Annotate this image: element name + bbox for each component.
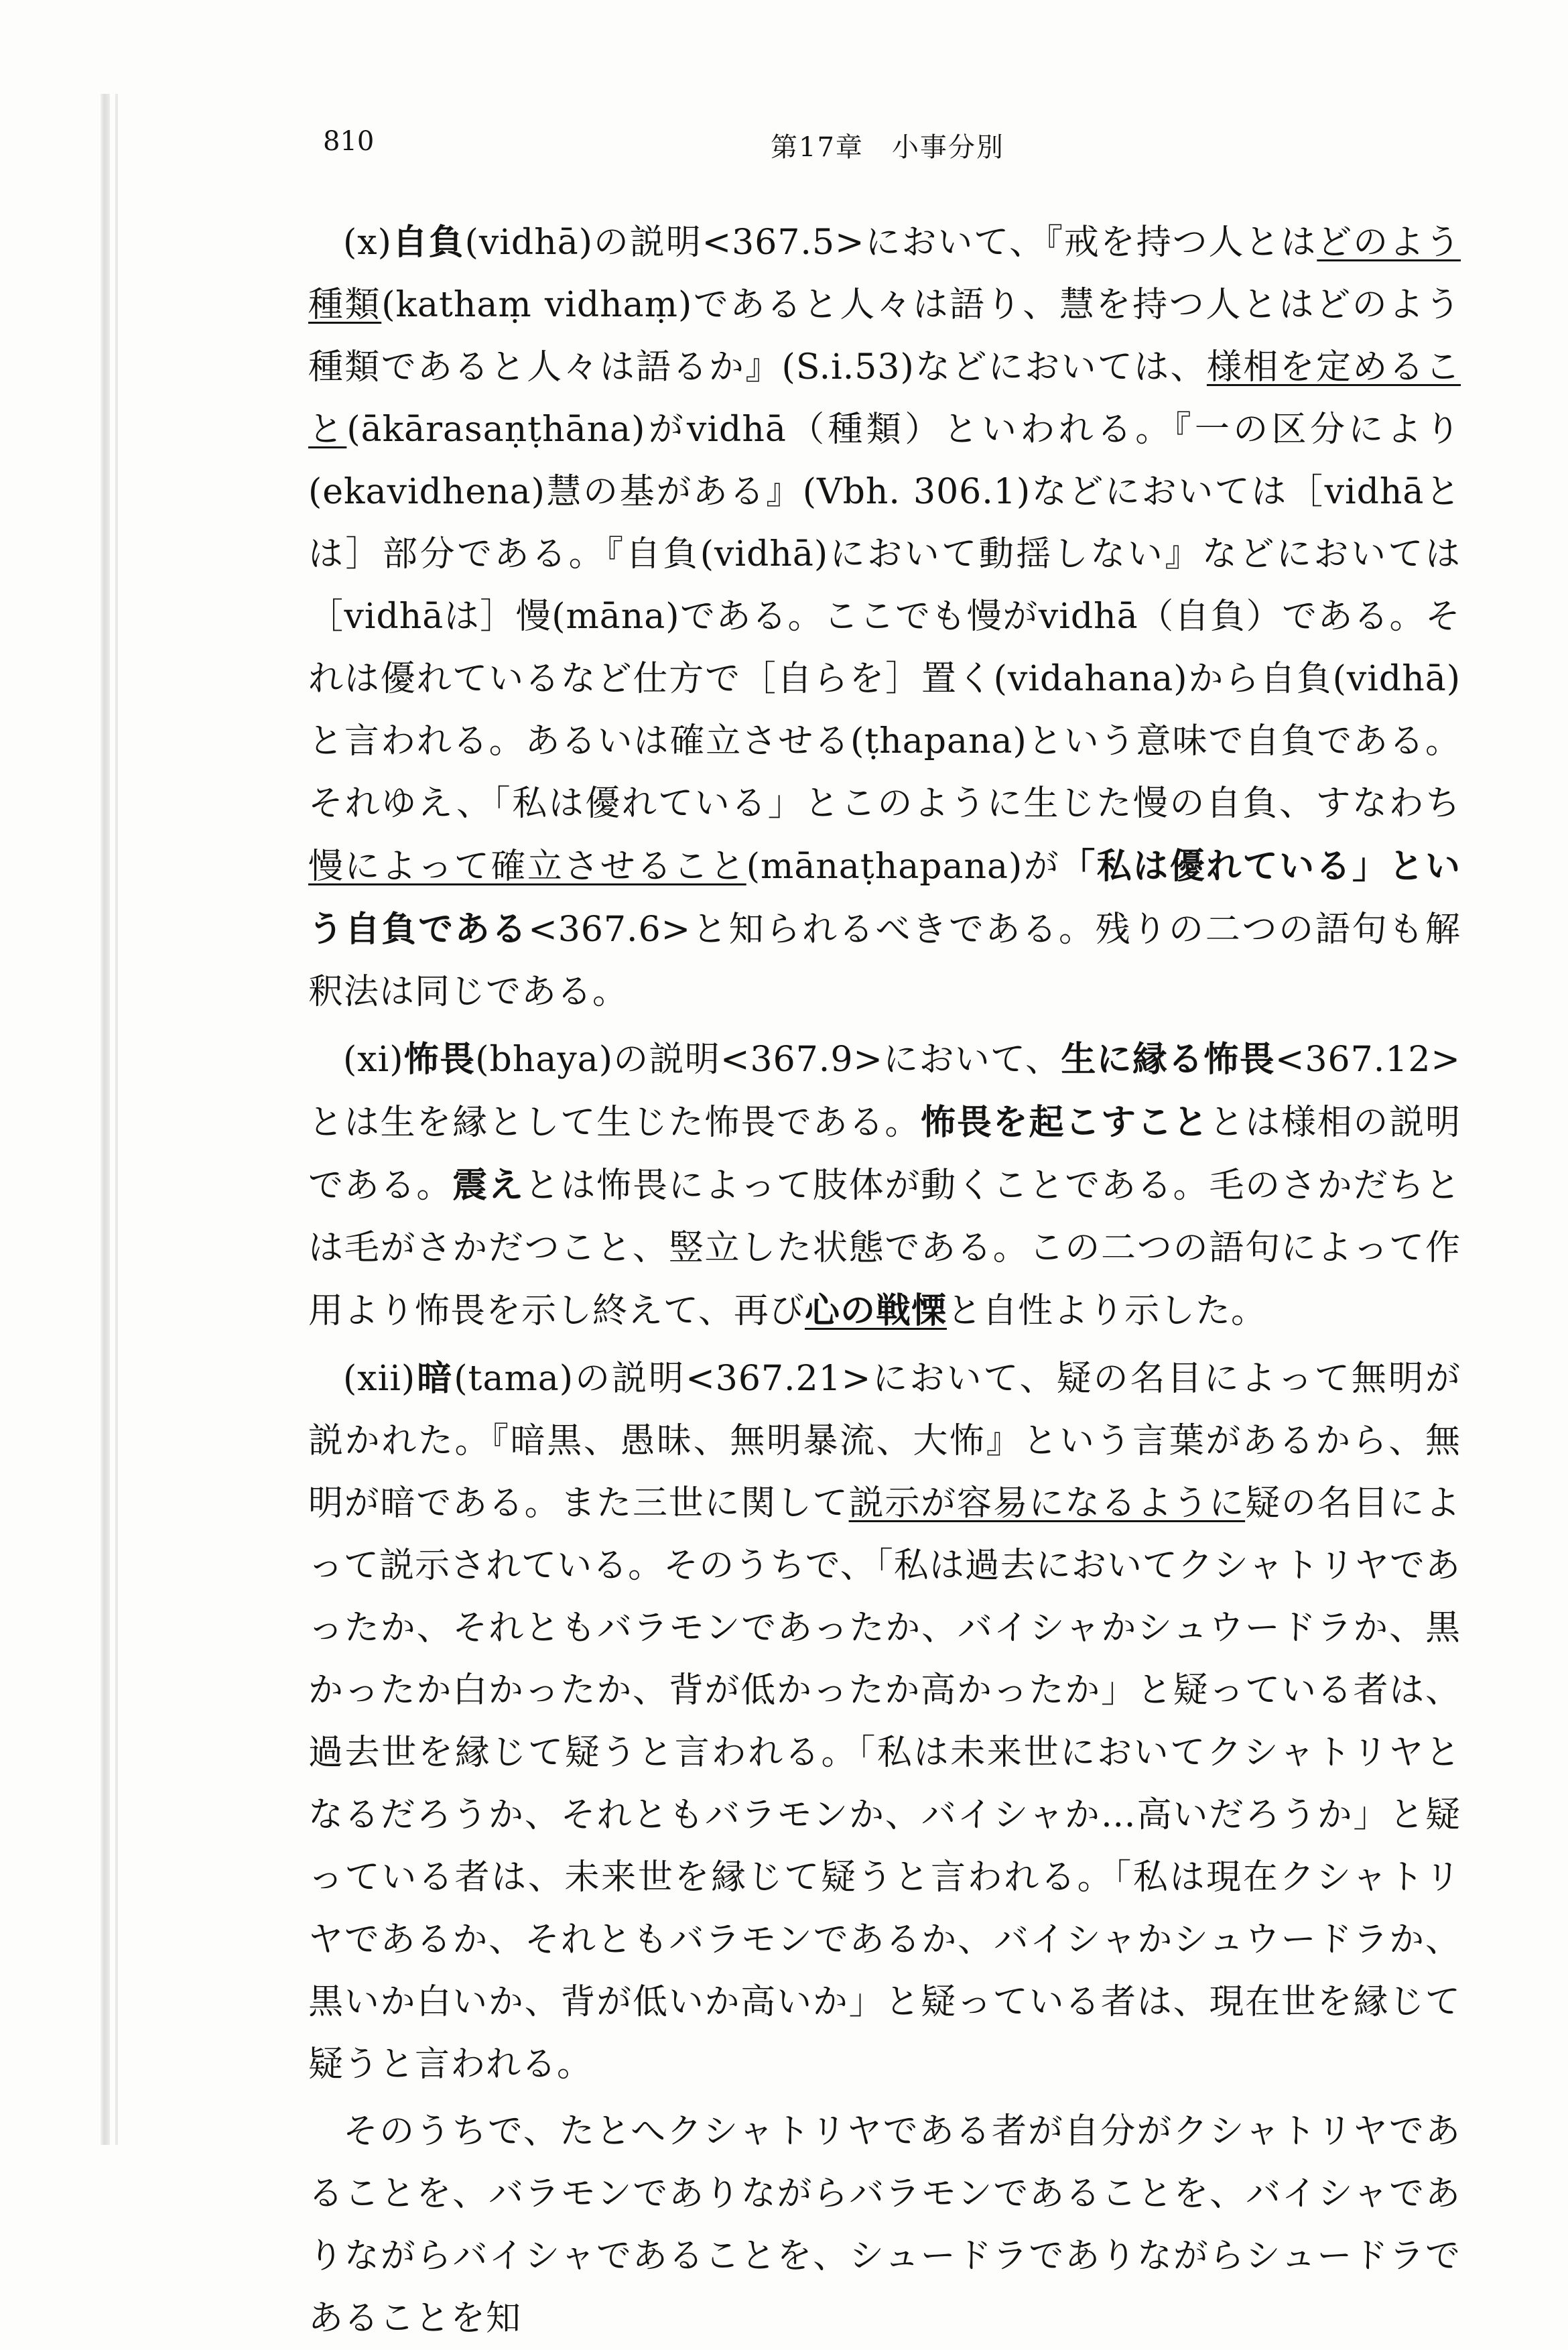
text-run: 説示が容易になるように xyxy=(848,1483,1246,1524)
text-run: そのうちで、たとへクシャトリヤである者が自分がクシャトリヤであることを、バラモンでありながらバラモンであることを、バイシャでありながらバイシャであることを、シュードラでありながらシュードラであることを知 xyxy=(308,2111,1461,2339)
text-run: <367.12>とは生を縁として生じた怖畏である。 xyxy=(308,1040,1461,1143)
text-run: 怖畏 xyxy=(403,1039,476,1080)
text-run: と自性より示した。 xyxy=(946,1291,1266,1331)
text-run: 「私は優れている」という自負である xyxy=(308,846,1461,950)
text-run: 疑の名目によって説示されている。そのうちで、「私は過去においてクシャトリヤであったか、それともバラモンであったか、バイシャかシュウードラか、黒かったか白かったか、背が低かったか高かったか」と疑っている者は、過去世を縁じて疑うと言われる。「私は未来世においてクシャトリヤとなるだろうか、それともバラモンか、バイシャか…高いだろうか」と疑っている者は、未来世を縁じて疑うと言われる。「私は現在クシャトリヤであるか、それともバラモンであるか、バイシャかシュウードラか、黒いか白いか、背が低いか高いか」と疑っている者は、現在世を縁じて疑うと言われる。 xyxy=(308,1483,1461,2085)
text-run: (x) xyxy=(343,223,392,263)
text-run: 生に縁る怖畏 xyxy=(1061,1039,1275,1080)
paragraph-tama xyxy=(308,1347,1461,2096)
text-run: どのよう種類 xyxy=(308,223,1461,325)
text-run: (xi) xyxy=(343,1040,404,1080)
text-run: 慢によって確立させること xyxy=(308,847,746,887)
text-run: とは様相の説明である。 xyxy=(308,1103,1461,1206)
text-run: 自負 xyxy=(391,222,465,263)
text-run: (tama)の説明<367.21>において、疑の名目によって無明が説かれた。『暗黒、愚昧、無明暴流、大怖』という言葉があるから、無明が暗である。また三世に関して xyxy=(308,1359,1461,1524)
text-run: 震え xyxy=(452,1165,525,1206)
binding-shadow xyxy=(101,94,110,2145)
text-run: とは怖畏によって肢体が動くことである。毛のさかだちとは毛がさかだつこと、竪立した状態である。この二つの語句によって作用より怖畏を示し終えて、再び xyxy=(308,1166,1461,1331)
text-run: (vidhā)の説明<367.5>において、『戒を持つ人とは xyxy=(464,223,1317,263)
binding-edge xyxy=(115,94,118,2145)
page-number: 810 xyxy=(323,126,375,157)
paragraph-bhaya xyxy=(308,1028,1461,1343)
paragraph-vidha xyxy=(308,211,1461,1024)
running-head: 第17章 小事分別 xyxy=(771,132,1004,163)
paragraph-closing xyxy=(308,2101,1461,2350)
text-run: 暗 xyxy=(415,1358,454,1399)
text-run: (xii) xyxy=(343,1359,416,1399)
text-run: (kathaṃ vidhaṃ)であると人々は語り、慧を持つ人とはどのよう種類であると人々は語るか』(S.i.53)などにおいては、 xyxy=(308,285,1461,387)
text-run: (ākārasaṇṭhāna)がvidhā（種類）といわれる。『一の区分により(ekavidhena)慧の基がある』(Vbh. 306.1)などにおいては［vidhāとは］部分である。『自負(vidhā)において動揺しない』などにおいては［vidhāは］慢(māna)である。ここでも慢がvidhā（自負）である。それは優れているなど仕方で［自らを］置く(vidahana)から自負(vidhā) と言われる。あるいは確立させる(ṭhapana)という意味で自負である。それゆえ、「私は優れている」とこのように生じた慢の自負、すなわち xyxy=(308,410,1461,824)
text-run: 怖畏を起こすこと xyxy=(921,1102,1210,1143)
text-run: <367.6>と知られるべきである。残りの二つの語句も解釈法は同じである。 xyxy=(308,910,1461,1012)
text-run: (mānaṭhapana)が xyxy=(746,847,1061,887)
text-run: 心の戦慄 xyxy=(804,1290,947,1331)
body-text xyxy=(308,211,1461,2350)
text-run: 様相を定めること xyxy=(308,347,1461,450)
text-run: (bhaya)の説明<367.9>において、 xyxy=(475,1040,1061,1080)
